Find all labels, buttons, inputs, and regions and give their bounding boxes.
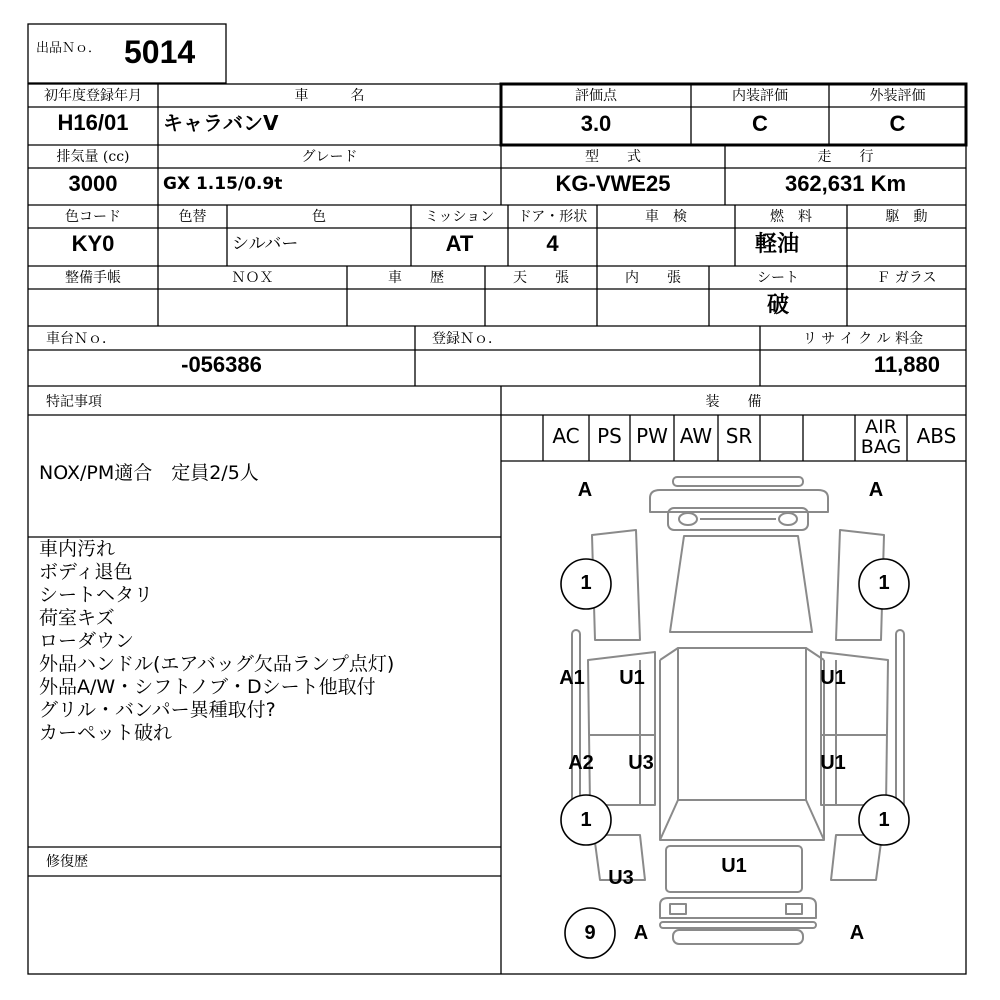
mark-door-right-front: U1 [820, 667, 846, 689]
first-reg-label: 初年度登録年月 [44, 88, 142, 104]
equipment-item-abs: ABS [916, 424, 957, 448]
grade-label: グレード [301, 149, 358, 165]
seat-label: シート [757, 270, 799, 286]
notes-line: カーペット破れ [39, 722, 173, 744]
inner-label: 内 張 [625, 270, 681, 286]
recycle-label: リ サ イ ク ル 料金 [802, 331, 924, 347]
mark-rear-bumper-left: A [633, 922, 649, 944]
equipment-item-sr: SR [725, 424, 753, 448]
mark-front-left: A [577, 479, 593, 501]
notes-line: 外品ハンドル(エアバッグ欠品ランプ点灯) [39, 653, 395, 675]
mark-side-left-rear: A2 [568, 752, 594, 774]
equipment-label: 装 備 [705, 394, 762, 410]
notes-line: シートヘタリ [39, 584, 154, 606]
color-label: 色 [312, 209, 326, 225]
car-name-value: キャラバンV [163, 111, 279, 135]
equipment-item-pw: PW [636, 424, 668, 448]
mission-value: AT [445, 231, 474, 256]
exterior-value: C [889, 111, 906, 136]
mark-wheel-fl: 1 [580, 572, 592, 594]
car-diagram-icon [501, 461, 966, 974]
notes-line: ローダウン [39, 630, 135, 652]
interior-label: 内装評価 [732, 88, 788, 104]
mark-door-left-rear: U3 [628, 752, 654, 774]
mark-door-right-rear: U1 [820, 752, 846, 774]
reg-no-label: 登録Ｎｏ． [432, 331, 502, 347]
mark-wheel-fr: 1 [878, 572, 890, 594]
first-reg-value: H16/01 [57, 110, 129, 135]
mark-rear-left: U3 [608, 867, 634, 889]
model-label: 型 式 [585, 149, 641, 165]
notes-line: 外品A/W・シフトノブ・Dシート他取付 [39, 676, 376, 698]
maintenance-label: 整備手帳 [65, 270, 121, 286]
fuel-value: 軽油 [754, 231, 799, 256]
model-value: KG-VWE25 [555, 171, 671, 196]
mileage-value: 362,631 Km [784, 171, 907, 196]
mark-wheel-rl: 1 [580, 809, 592, 831]
notes-line: ボディ退色 [39, 561, 133, 583]
roof-label: 天 張 [513, 270, 569, 286]
mark-rear-bumper-circle: 9 [584, 922, 596, 944]
color-code-value: KY0 [71, 231, 115, 256]
chassis-label: 車台Ｎｏ． [46, 331, 116, 347]
recycle-value: 11,880 [873, 352, 940, 377]
notes-top: NOX/PM適合 定員2/5人 [39, 462, 259, 484]
chassis-value: -056386 [181, 352, 262, 377]
repair-history-label: 修復歴 [46, 854, 88, 870]
mark-wheel-rr: 1 [878, 809, 890, 831]
lot-number: 5014 [124, 34, 196, 70]
seat-value: 破 [766, 292, 789, 317]
drive-label: 駆 動 [885, 209, 928, 225]
history-label: 車 歴 [388, 270, 444, 286]
mark-rear-bumper-right: A [849, 922, 865, 944]
displacement-label: 排気量 (cc) [56, 149, 130, 165]
notes-line: 荷室キズ [39, 607, 115, 629]
notes-line: グリル・バンパー異種取付? [39, 699, 276, 721]
lot-label: 出品Ｎｏ． [36, 41, 102, 56]
exterior-label: 外装評価 [869, 88, 926, 104]
interior-value: C [752, 111, 768, 136]
score-value: 3.0 [580, 111, 612, 136]
grade-value: GX 1.15/0.9t [163, 174, 283, 194]
color-change-label: 色替 [178, 209, 207, 225]
notes-line: 車内汚れ [39, 538, 116, 560]
nox-label: ＮＯＸ [231, 270, 274, 286]
mark-side-left-front: A1 [559, 667, 585, 689]
equipment-item-aw: AW [679, 424, 713, 448]
door-value: 4 [546, 231, 559, 256]
color-value: シルバー [232, 234, 299, 254]
equipment-item-airbag: AIR BAG [860, 416, 902, 458]
color-code-label: 色コード [65, 209, 121, 225]
door-label: ドア・形状 [517, 209, 588, 225]
mark-door-left-front: U1 [619, 667, 645, 689]
equipment-item-ac: AC [552, 424, 580, 448]
displacement-value: 3000 [68, 171, 118, 196]
equipment-item-ps: PS [597, 424, 622, 448]
fuel-label: 燃 料 [770, 209, 812, 225]
mileage-label: 走 行 [817, 149, 874, 165]
notes-label: 特記事項 [46, 394, 102, 410]
mark-rear-glass: U1 [721, 855, 747, 877]
notes-list [39, 538, 394, 745]
mission-label: ミッション [424, 209, 495, 225]
fglass-label: Ｆ ガラス [876, 270, 937, 286]
mark-front-right: A [868, 479, 884, 501]
score-label: 評価点 [575, 88, 617, 104]
inspection-label: 車 検 [645, 209, 687, 225]
car-name-label: 車 名 [294, 88, 365, 104]
